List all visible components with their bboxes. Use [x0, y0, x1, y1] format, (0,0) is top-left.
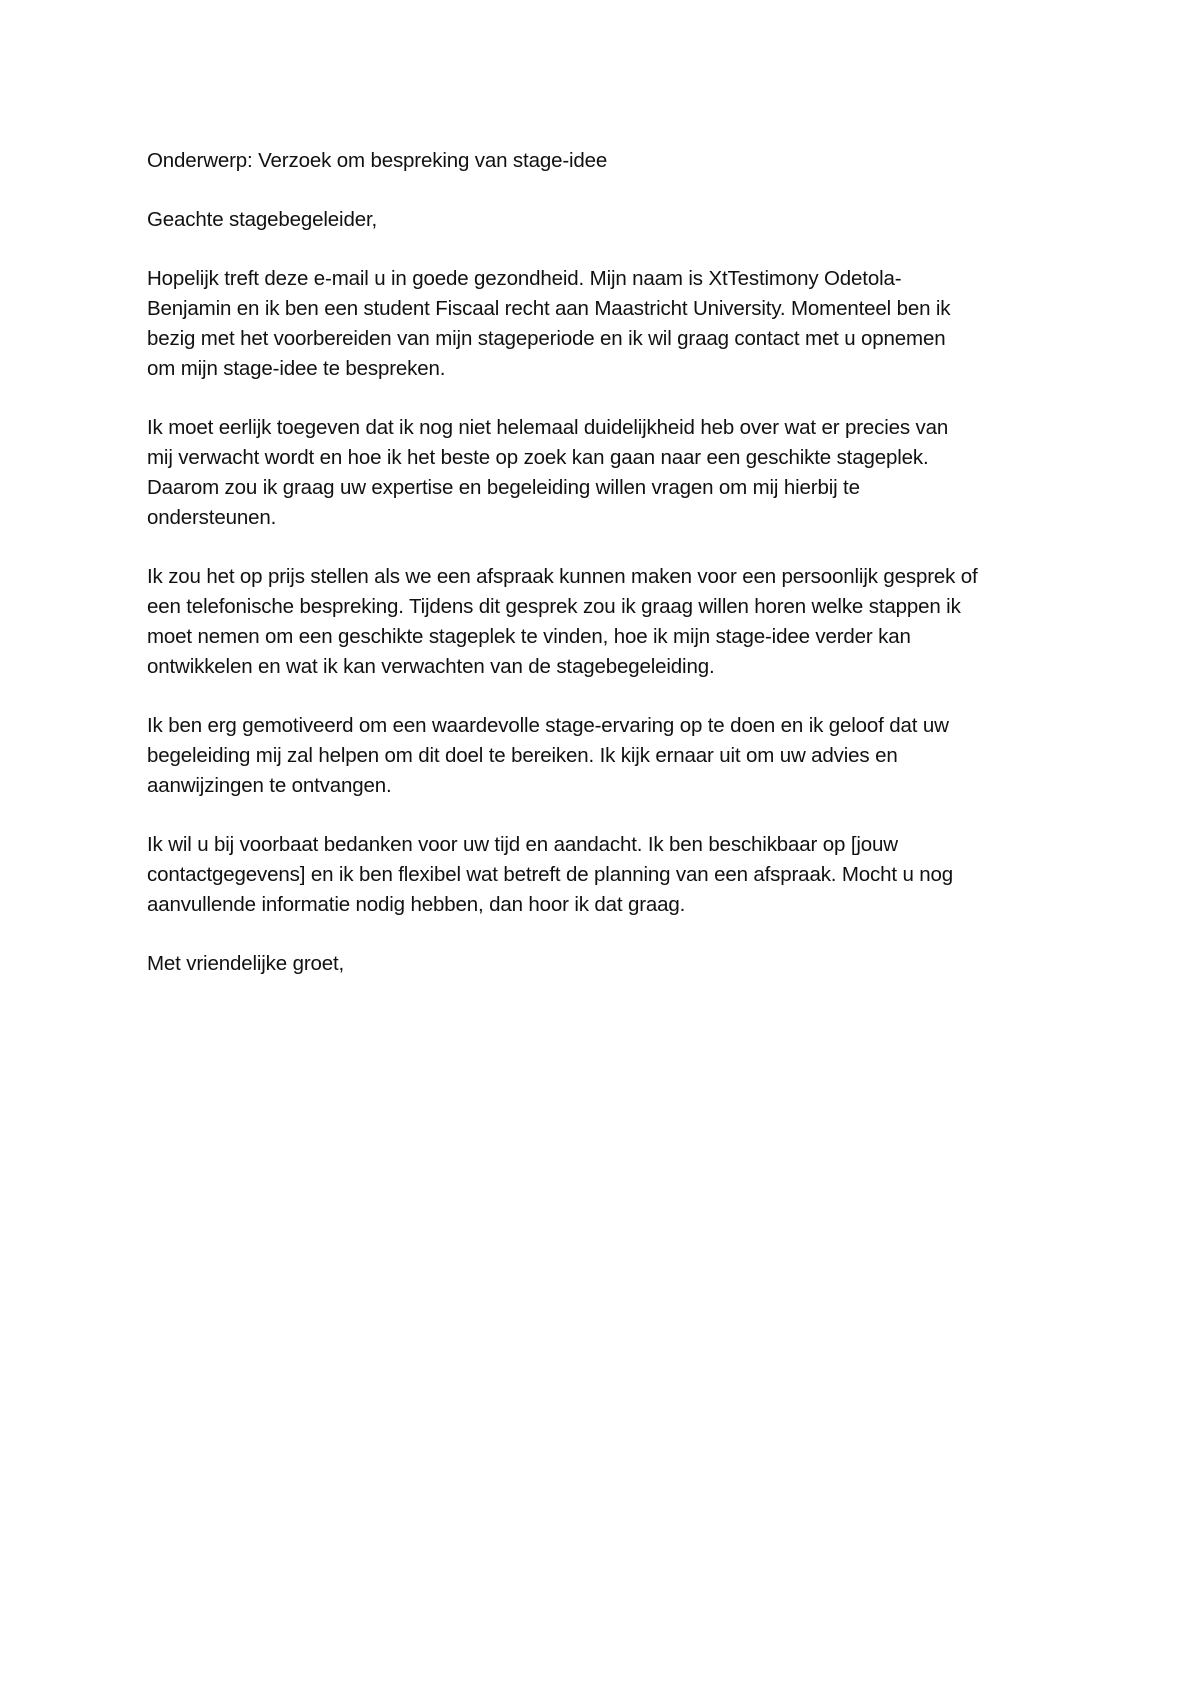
paragraph-line: aanwijzingen te ontvangen.: [147, 774, 392, 797]
paragraph-line: Benjamin en ik ben een student Fiscaal recht aan Maastricht University. Momenteel ben ik: [147, 297, 951, 320]
paragraph-motivation: [147, 711, 1067, 801]
paragraph-line: Ik moet eerlijk toegeven dat ik nog niet helemaal duidelijkheid heb over wat er precies van: [147, 416, 949, 439]
paragraph-uncertainty: [147, 413, 1067, 533]
paragraph-line: Ik ben erg gemotiveerd om een waardevolle stage-ervaring op te doen en ik geloof dat uw: [147, 714, 949, 737]
paragraph-line: een telefonische bespreking. Tijdens dit gesprek zou ik graag willen horen welke stappen ik: [147, 595, 961, 618]
paragraph-thanks: [147, 830, 1067, 920]
paragraph-line: aanvullende informatie nodig hebben, dan hoor ik dat graag.: [147, 893, 686, 916]
letter-body: [147, 146, 1067, 1008]
paragraph-line: contactgegevens] en ik ben flexibel wat betreft de planning van een afspraak. Mocht u nog: [147, 863, 954, 886]
paragraph-appointment-request: [147, 562, 1067, 682]
paragraph-line: bezig met het voorbereiden van mijn stageperiode en ik wil graag contact met u opnemen: [147, 327, 946, 350]
paragraph-line: Daarom zou ik graag uw expertise en begeleiding willen vragen om mij hierbij te: [147, 476, 860, 499]
paragraph-line: ondersteunen.: [147, 506, 277, 529]
paragraph-line: Hopelijk treft deze e-mail u in goede gezondheid. Mijn naam is XtTestimony Odetola-: [147, 267, 902, 290]
paragraph-line: om mijn stage-idee te bespreken.: [147, 357, 446, 380]
subject-line: Onderwerp: Verzoek om bespreking van stage-idee: [147, 149, 608, 172]
paragraph-introduction: [147, 264, 1067, 384]
paragraph-line: ontwikkelen en wat ik kan verwachten van de stagebegeleiding.: [147, 655, 715, 678]
paragraph-line: moet nemen om een geschikte stageplek te vinden, hoe ik mijn stage-idee verder kan: [147, 625, 911, 648]
paragraph-line: Ik zou het op prijs stellen als we een afspraak kunnen maken voor een persoonlijk gesprek of: [147, 565, 978, 588]
salutation: Geachte stagebegeleider,: [147, 208, 378, 231]
paragraph-line: begeleiding mij zal helpen om dit doel te bereiken. Ik kijk ernaar uit om uw advies en: [147, 744, 898, 767]
paragraph-line: Ik wil u bij voorbaat bedanken voor uw tijd en aandacht. Ik ben beschikbaar op [jouw: [147, 833, 898, 856]
closing-line: Met vriendelijke groet,: [147, 952, 345, 975]
paragraph-line: mij verwacht wordt en hoe ik het beste op zoek kan gaan naar een geschikte stageplek.: [147, 446, 929, 469]
